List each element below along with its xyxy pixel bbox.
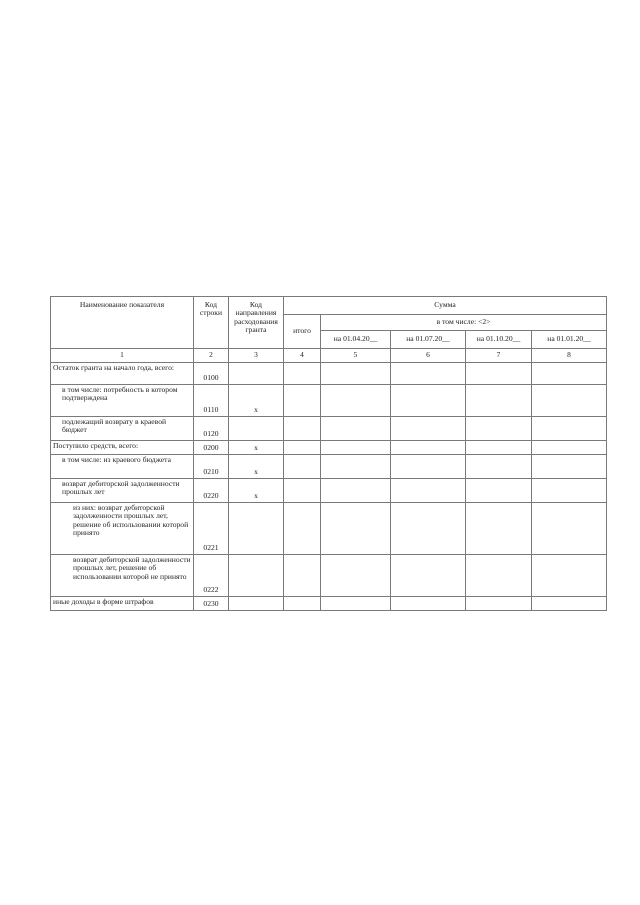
row-code: 0222 (194, 555, 229, 597)
row-code: 0221 (194, 503, 229, 555)
header-direction: Код направления расходования гранта (229, 297, 284, 349)
table-row (51, 385, 607, 417)
row-direction: x (229, 385, 284, 417)
header-sums: Сумма (284, 297, 607, 315)
column-number: 6 (391, 349, 466, 363)
row-direction: x (229, 455, 284, 479)
row-direction (229, 503, 284, 555)
row-direction: x (229, 479, 284, 503)
row-code: 0120 (194, 417, 229, 441)
row-code: 0100 (194, 363, 229, 385)
table-row (51, 363, 607, 385)
table-row (51, 597, 607, 611)
row-direction (229, 555, 284, 597)
row-name: Поступило средств, всего: (51, 441, 194, 455)
header-total: итого (284, 315, 321, 349)
row-name: иные доходы в форме штрафов (51, 597, 194, 611)
table-row (51, 555, 607, 597)
column-number: 3 (229, 349, 284, 363)
row-code: 0220 (194, 479, 229, 503)
table-row (51, 479, 607, 503)
header-date-4: на 01.01.20__ (532, 331, 607, 349)
table-row (51, 503, 607, 555)
row-name: подлежащий возврату в краевой бюджет (51, 417, 194, 441)
row-name: из них: возврат дебиторской задолженности прошлых лет, решение об использовании которой принято (51, 503, 194, 555)
row-name: в том числе: из краевого бюджета (51, 455, 194, 479)
row-direction: x (229, 441, 284, 455)
row-code: 0230 (194, 597, 229, 611)
header-date-3: на 01.10.20__ (466, 331, 532, 349)
column-number: 1 (51, 349, 194, 363)
table-row (51, 417, 607, 441)
row-direction (229, 597, 284, 611)
table-row (51, 441, 607, 455)
row-name: Остаток гранта на начало года, всего: (51, 363, 194, 385)
column-number: 8 (532, 349, 607, 363)
row-name: возврат дебиторской задолженности прошлых лет (51, 479, 194, 503)
row-code: 0110 (194, 385, 229, 417)
row-direction (229, 363, 284, 385)
report-form (50, 296, 606, 611)
header-code: Код строки (194, 297, 229, 349)
row-code: 0210 (194, 455, 229, 479)
table-row (51, 455, 607, 479)
header-including: в том числе: <2> (321, 315, 607, 331)
row-name: возврат дебиторской задолженности прошлых лет, решение об использовании которой не принято (51, 555, 194, 597)
column-number: 2 (194, 349, 229, 363)
header-date-2: на 01.07.20__ (391, 331, 466, 349)
column-number: 7 (466, 349, 532, 363)
grant-report-table (50, 296, 607, 611)
row-name: в том числе: потребность в котором подтверждена (51, 385, 194, 417)
row-direction (229, 417, 284, 441)
header-date-1: на 01.04.20__ (321, 331, 391, 349)
column-number: 5 (321, 349, 391, 363)
row-code: 0200 (194, 441, 229, 455)
header-name: Наименование показателя (51, 297, 194, 349)
column-number: 4 (284, 349, 321, 363)
